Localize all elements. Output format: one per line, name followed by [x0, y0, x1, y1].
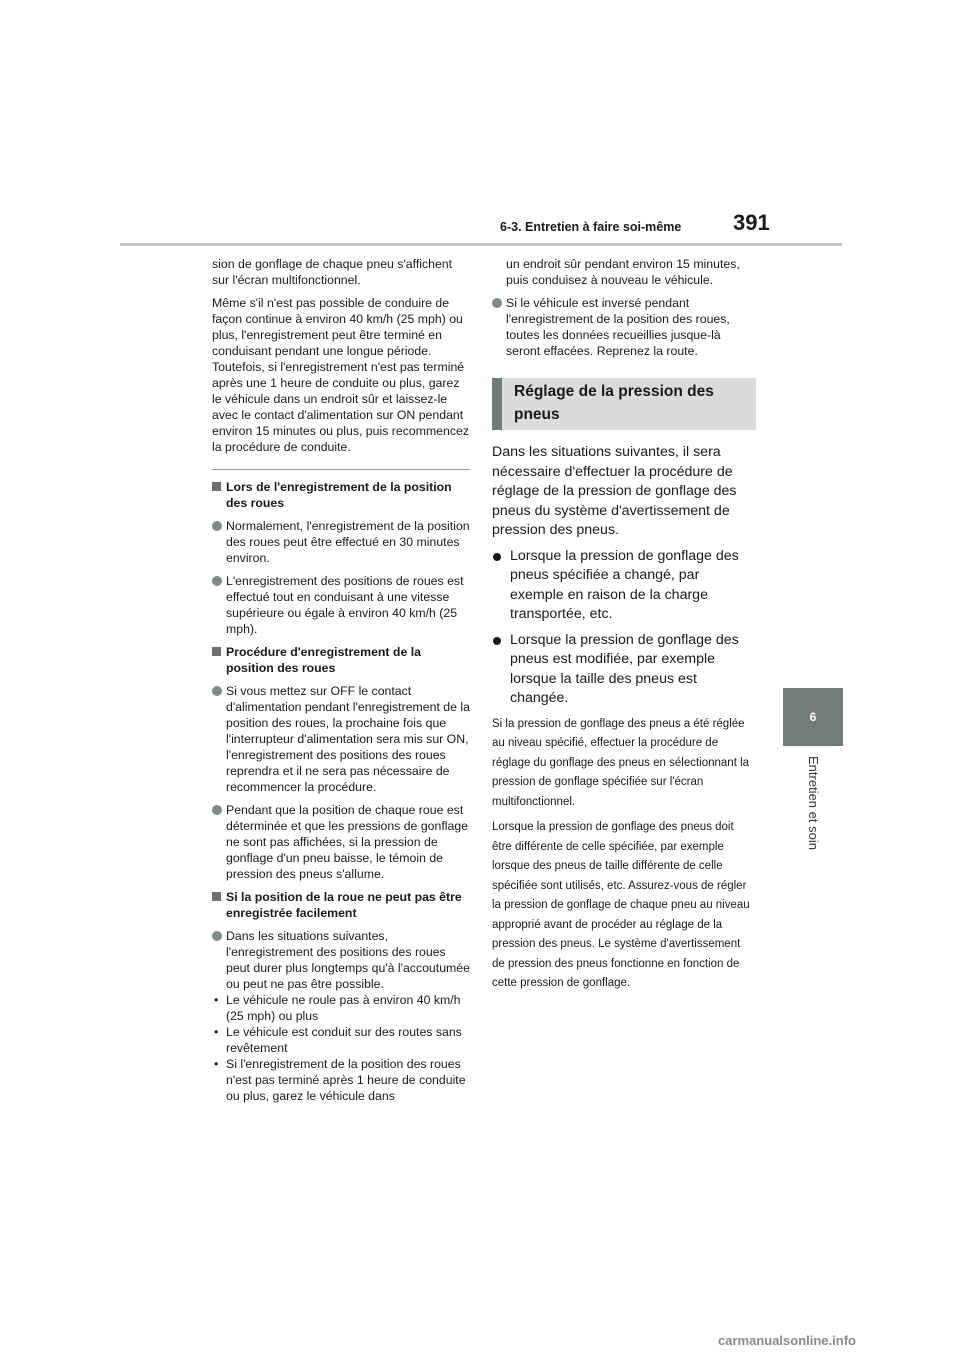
left-column: [212, 256, 470, 1104]
list-item: L'enregistrement des positions de roues est effectué tout en conduisant à une vitesse supérieure ou égale à environ 40 km/h (25 mph).: [212, 573, 470, 637]
subheading: Lors de l'enregistrement de la position des roues: [212, 479, 470, 511]
dash-icon: •: [214, 1057, 219, 1071]
dash-icon: •: [214, 1025, 219, 1039]
chapter-tab: [783, 746, 843, 906]
square-bullet-icon: [212, 892, 221, 901]
section-title: 6-3. Entretien à faire soi-même: [500, 220, 682, 234]
dash-icon: •: [214, 993, 219, 1007]
circle-bullet-icon: [212, 931, 222, 941]
paragraph: un endroit sûr pendant environ 15 minutes, puis conduisez à nouveau le véhicule.: [506, 257, 740, 287]
section-heading: Réglage de la pression des pneus: [492, 378, 756, 430]
paragraph: Lorsque la pression de gonflage des pneus doit être différente de celle spécifiée, par exemple lorsque des pneus de taille différente de celle spécifiée sont utilisés, etc. Assurez-vous de régler la pression de gonflage de chaque pneu au niveau approprié avant de procéder au réglage de la pression des pneus. Le système d'avertissement de pression des pneus fonctionne en fonction de cette pression de gonflage.: [492, 821, 750, 989]
divider: [212, 469, 470, 470]
bullet-icon: [493, 637, 501, 645]
paragraph: sion de gonflage de chaque pneu s'affichent sur l'écran multifonctionnel.: [212, 257, 453, 287]
right-column: [492, 256, 752, 1000]
square-bullet-icon: [212, 647, 221, 656]
page-number: 391: [733, 210, 770, 235]
list-item: Lorsque la pression de gonflage des pneus spécifiée a changé, par exemple en raison de la charge transportée, etc.: [492, 547, 752, 625]
circle-bullet-icon: [212, 686, 222, 696]
list-item: Pendant que la position de chaque roue est déterminée et que les pressions de gonflage ne sont pas affichées, si la pression de gonflage d'un pneu baisse, le témoin de pression des pneus s'allume.: [212, 802, 470, 882]
circle-bullet-icon: [492, 298, 502, 308]
chapter-tab-number: 6: [783, 688, 843, 746]
list-item: Normalement, l'enregistrement de la position des roues peut être effectué en 30 minutes environ.: [212, 518, 470, 566]
circle-bullet-icon: [212, 521, 222, 531]
paragraph: Dans les situations suivantes, il sera nécessaire d'effectuer la procédure de réglage de la pression de gonflage des pneus du système d'avertissement de pression des pneus.: [492, 444, 737, 538]
dash-item: • Le véhicule est conduit sur des routes sans revêtement: [214, 1025, 462, 1055]
subheading: Si la position de la roue ne peut pas être enregistrée facilement: [212, 889, 470, 921]
list-item: Dans les situations suivantes, l'enregistrement des positions des roues peut durer plus longtemps qu'à l'accoutumée ou peut ne pas être possible.: [212, 928, 470, 992]
circle-bullet-icon: [212, 805, 222, 815]
bullet-icon: [493, 553, 501, 561]
paragraph: Si la pression de gonflage des pneus a été réglée au niveau spécifié, effectuer la procédure de réglage du gonflage des pneus en sélectionnant la pression de gonflage spécifiée sur l'écran multifonctionnel.: [492, 717, 750, 808]
chapter-tab-label: Entretien et soin: [806, 756, 821, 850]
header-divider: [120, 243, 842, 246]
square-bullet-icon: [212, 482, 221, 491]
list-item: Lorsque la pression de gonflage des pneus est modifiée, par exemple lorsque la taille des pneus est changée.: [492, 631, 752, 709]
list-item: Si vous mettez sur OFF le contact d'alimentation pendant l'enregistrement de la position des roues, la prochaine fois que l'interrupteur d'alimentation sera mis sur ON, l'enregistrement des positions des roues reprendra et il ne sera pas nécessaire de recommencer la procédure.: [212, 683, 470, 795]
dash-item: • Le véhicule ne roule pas à environ 40 km/h (25 mph) ou plus: [214, 993, 461, 1023]
dash-item: • Si l'enregistrement de la position des roues n'est pas terminé après 1 heure de conduite ou plus, garez le véhicule dans: [214, 1057, 466, 1103]
paragraph: Même s'il n'est pas possible de conduire de façon continue à environ 40 km/h (25 mph) ou plus, l'enregistrement peut être terminé en conduisant pendant une longue période. Toutefois, si l'enregistrement n'est pas terminé après une 1 heure de conduite ou plus, garez le véhicule dans un endroit sûr et laissez-le avec le contact d'alimentation sur ON pendant environ 15 minutes ou plus, puis recommencez la procédure de conduite.: [212, 296, 469, 454]
list-item: Si le véhicule est inversé pendant l'enregistrement de la position des roues, toutes les données recueillies jusque-là seront effacées. Reprenez la route.: [492, 295, 752, 359]
subheading: Procédure d'enregistrement de la position des roues: [212, 644, 470, 676]
watermark: carmanualsonline.info: [718, 1333, 856, 1348]
circle-bullet-icon: [212, 576, 222, 586]
